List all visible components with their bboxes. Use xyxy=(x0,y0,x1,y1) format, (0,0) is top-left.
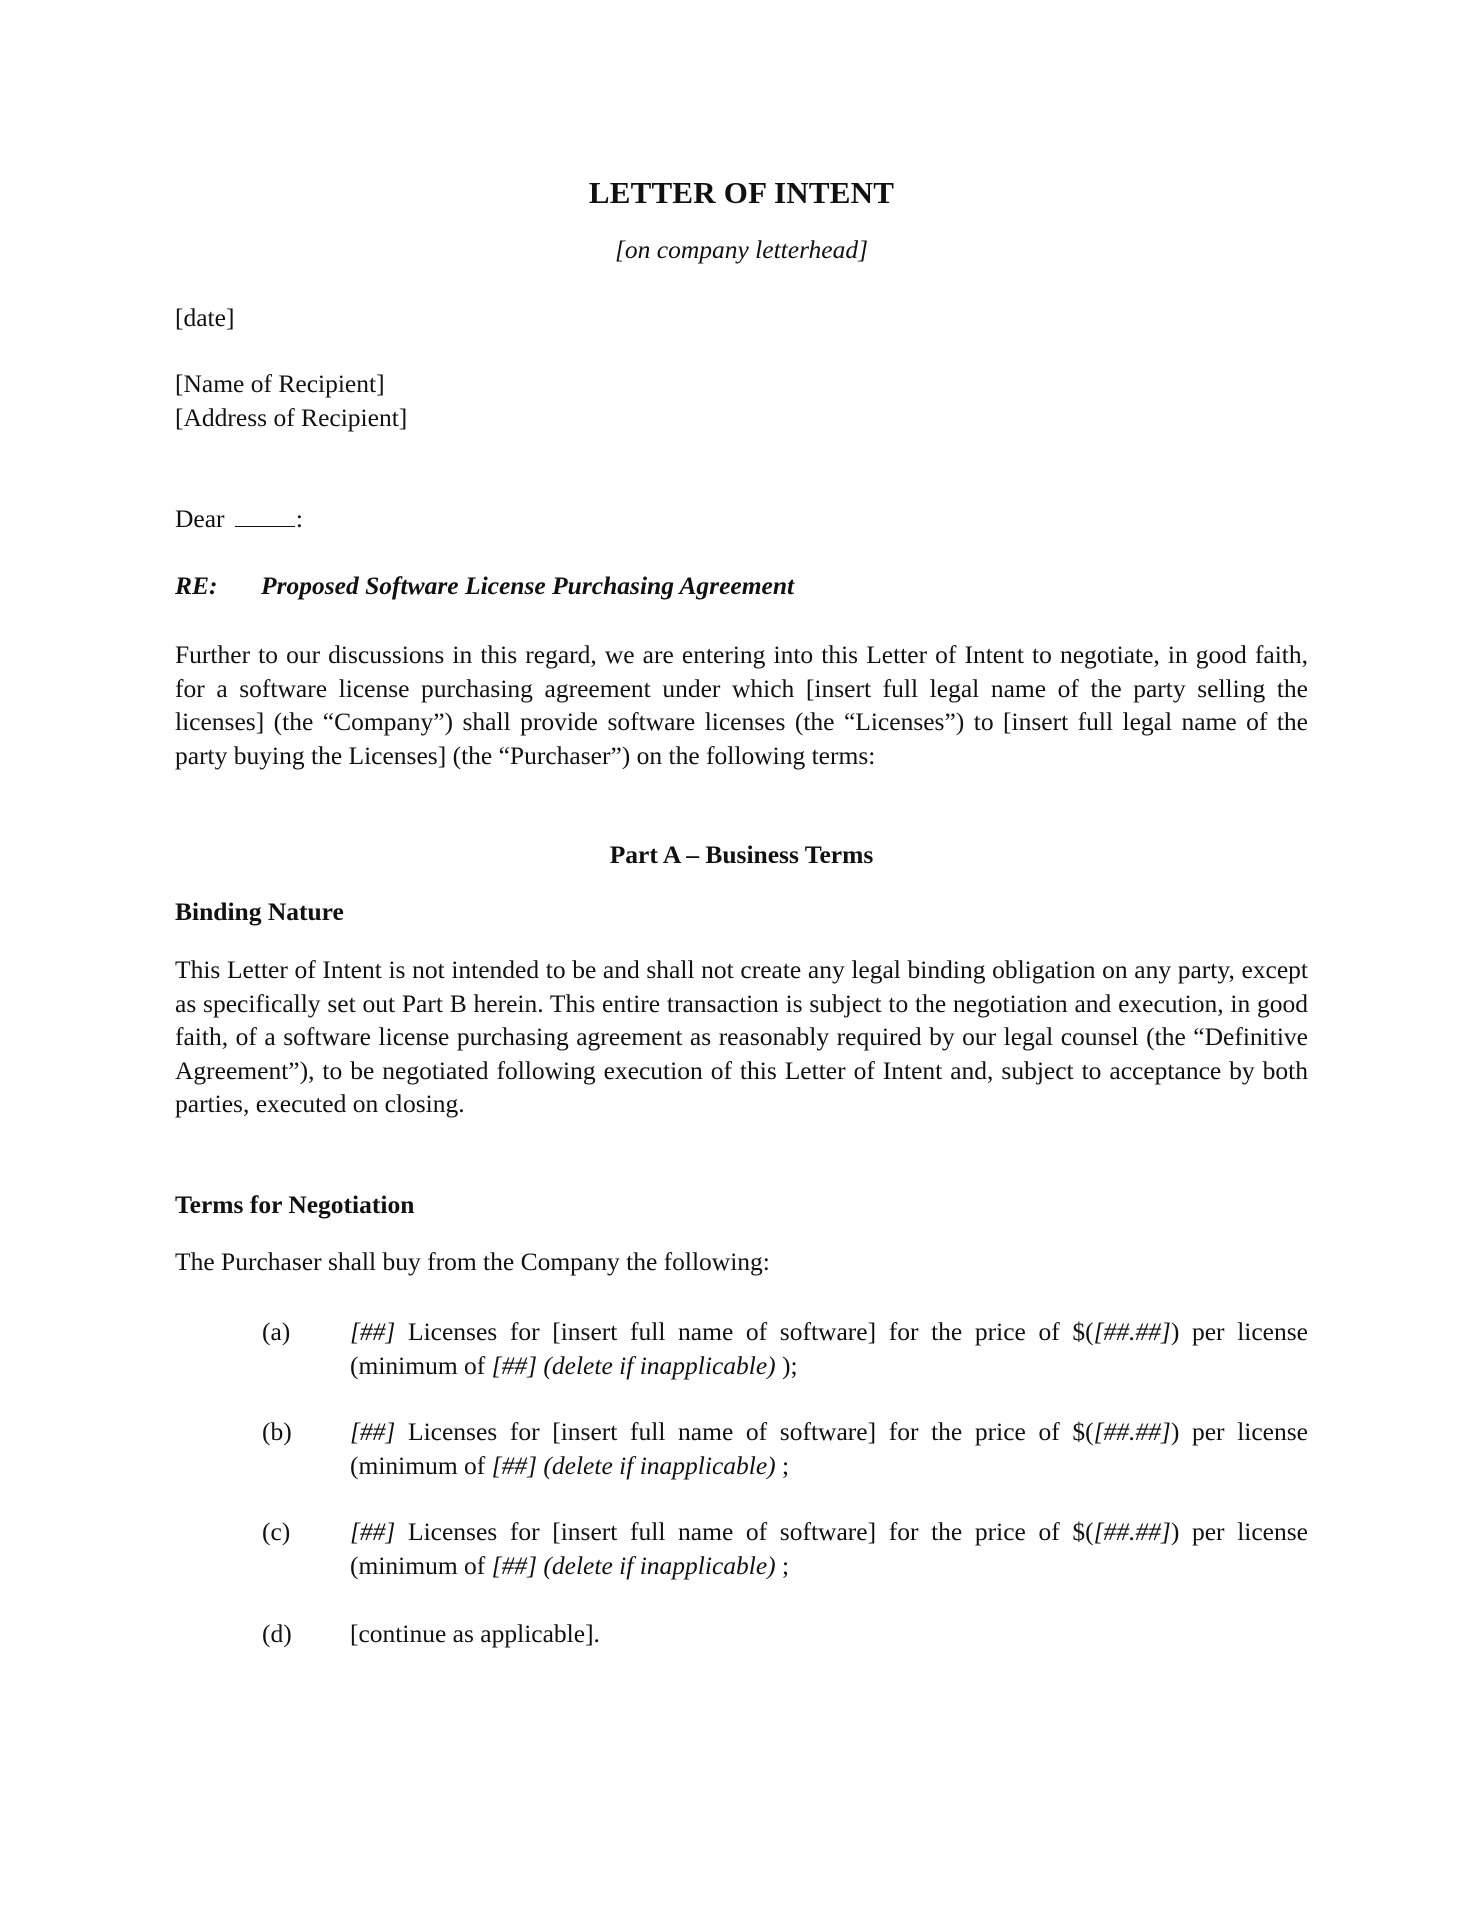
recipient-address: [Address of Recipient] xyxy=(175,402,408,432)
delete-note: (delete if inapplicable) xyxy=(543,1550,776,1580)
subject-label: RE: xyxy=(175,571,218,600)
salutation-suffix: : xyxy=(295,504,304,533)
subject-line xyxy=(175,569,1308,603)
list-item-label: (a) xyxy=(262,1317,291,1346)
delete-note: (delete if inapplicable) xyxy=(543,1450,776,1480)
terms-heading: Terms for Negotiation xyxy=(175,1190,415,1219)
price-placeholder: [##.##] xyxy=(1093,1517,1171,1546)
price-placeholder: [##.##] xyxy=(1093,1317,1171,1346)
salutation-prefix: Dear xyxy=(175,504,225,533)
binding-nature-heading: Binding Nature xyxy=(175,897,344,926)
recipient-block xyxy=(175,367,1308,434)
minimum-placeholder: [##] xyxy=(491,1550,538,1580)
list-item xyxy=(262,1315,1308,1382)
item-text-part: ) per license (minimum of xyxy=(350,1517,1308,1580)
salutation-blank xyxy=(235,504,295,527)
binding-nature-paragraph: This Letter of Intent is not intended to be and shall not create any legal binding obligation on any party, except as specifically set out Part B herein. This entire transaction is subject to the negotiation and execution, in good faith, of a software license purchasing agreement as reasonably required by our legal counsel (the “Definitive Agreement”), to be negotiated following execution of this Letter of Intent and, subject to acceptance by both parties, executed on closing. xyxy=(175,955,1308,1118)
list-item xyxy=(262,1415,1308,1482)
item-ending: ; xyxy=(775,1450,790,1480)
item-ending: ); xyxy=(775,1350,798,1380)
list-item-text xyxy=(350,1315,1308,1382)
list-item-text xyxy=(350,1415,1308,1482)
quantity-placeholder: [##] xyxy=(350,1317,396,1346)
terms-intro: The Purchaser shall buy from the Company the following: xyxy=(175,1247,770,1276)
salutation xyxy=(175,502,1308,536)
list-item-label: (c) xyxy=(262,1517,291,1546)
list-item-text: [continue as applicable]. xyxy=(350,1619,600,1648)
list-item xyxy=(262,1515,1308,1582)
subject-text: Proposed Software License Purchasing Agreement xyxy=(261,571,795,600)
list-item-text xyxy=(350,1515,1308,1582)
part-a-heading: Part A – Business Terms xyxy=(609,840,874,869)
delete-note: (delete if inapplicable) xyxy=(543,1350,776,1380)
minimum-placeholder: [##] xyxy=(491,1450,538,1480)
item-text-part: Licenses for [insert full name of software] for the price of $( xyxy=(395,1417,1094,1446)
date-field: [date] xyxy=(175,303,235,332)
item-ending: ; xyxy=(775,1550,790,1580)
quantity-placeholder: [##] xyxy=(350,1517,396,1546)
item-text-part: Licenses for [insert full name of software] for the price of $( xyxy=(395,1517,1094,1546)
price-placeholder: [##.##] xyxy=(1093,1417,1171,1446)
minimum-placeholder: [##] xyxy=(491,1350,538,1380)
list-item-label: (b) xyxy=(262,1417,292,1446)
item-text-part: ) per license (minimum of xyxy=(350,1417,1308,1480)
list-item-label: (d) xyxy=(262,1619,292,1648)
intro-paragraph: Further to our discussions in this regard, we are entering into this Letter of Intent to negotiate, in good faith, for a software license purchasing agreement under which [insert full legal name of the party selling the licenses] (the “Company”) shall provide software licenses (the “Licenses”) to [insert full legal name of the party buying the Licenses] (the “Purchaser”) on the following terms: xyxy=(175,640,1308,770)
letterhead-note: [on company letterhead] xyxy=(614,235,869,264)
document-title: LETTER OF INTENT xyxy=(588,175,895,210)
list-item xyxy=(262,1617,1308,1651)
item-text-part: Licenses for [insert full name of software] for the price of $( xyxy=(395,1317,1094,1346)
quantity-placeholder: [##] xyxy=(350,1417,396,1446)
recipient-name: [Name of Recipient] xyxy=(175,369,385,398)
item-text-part: ) per license (minimum of xyxy=(350,1317,1308,1380)
